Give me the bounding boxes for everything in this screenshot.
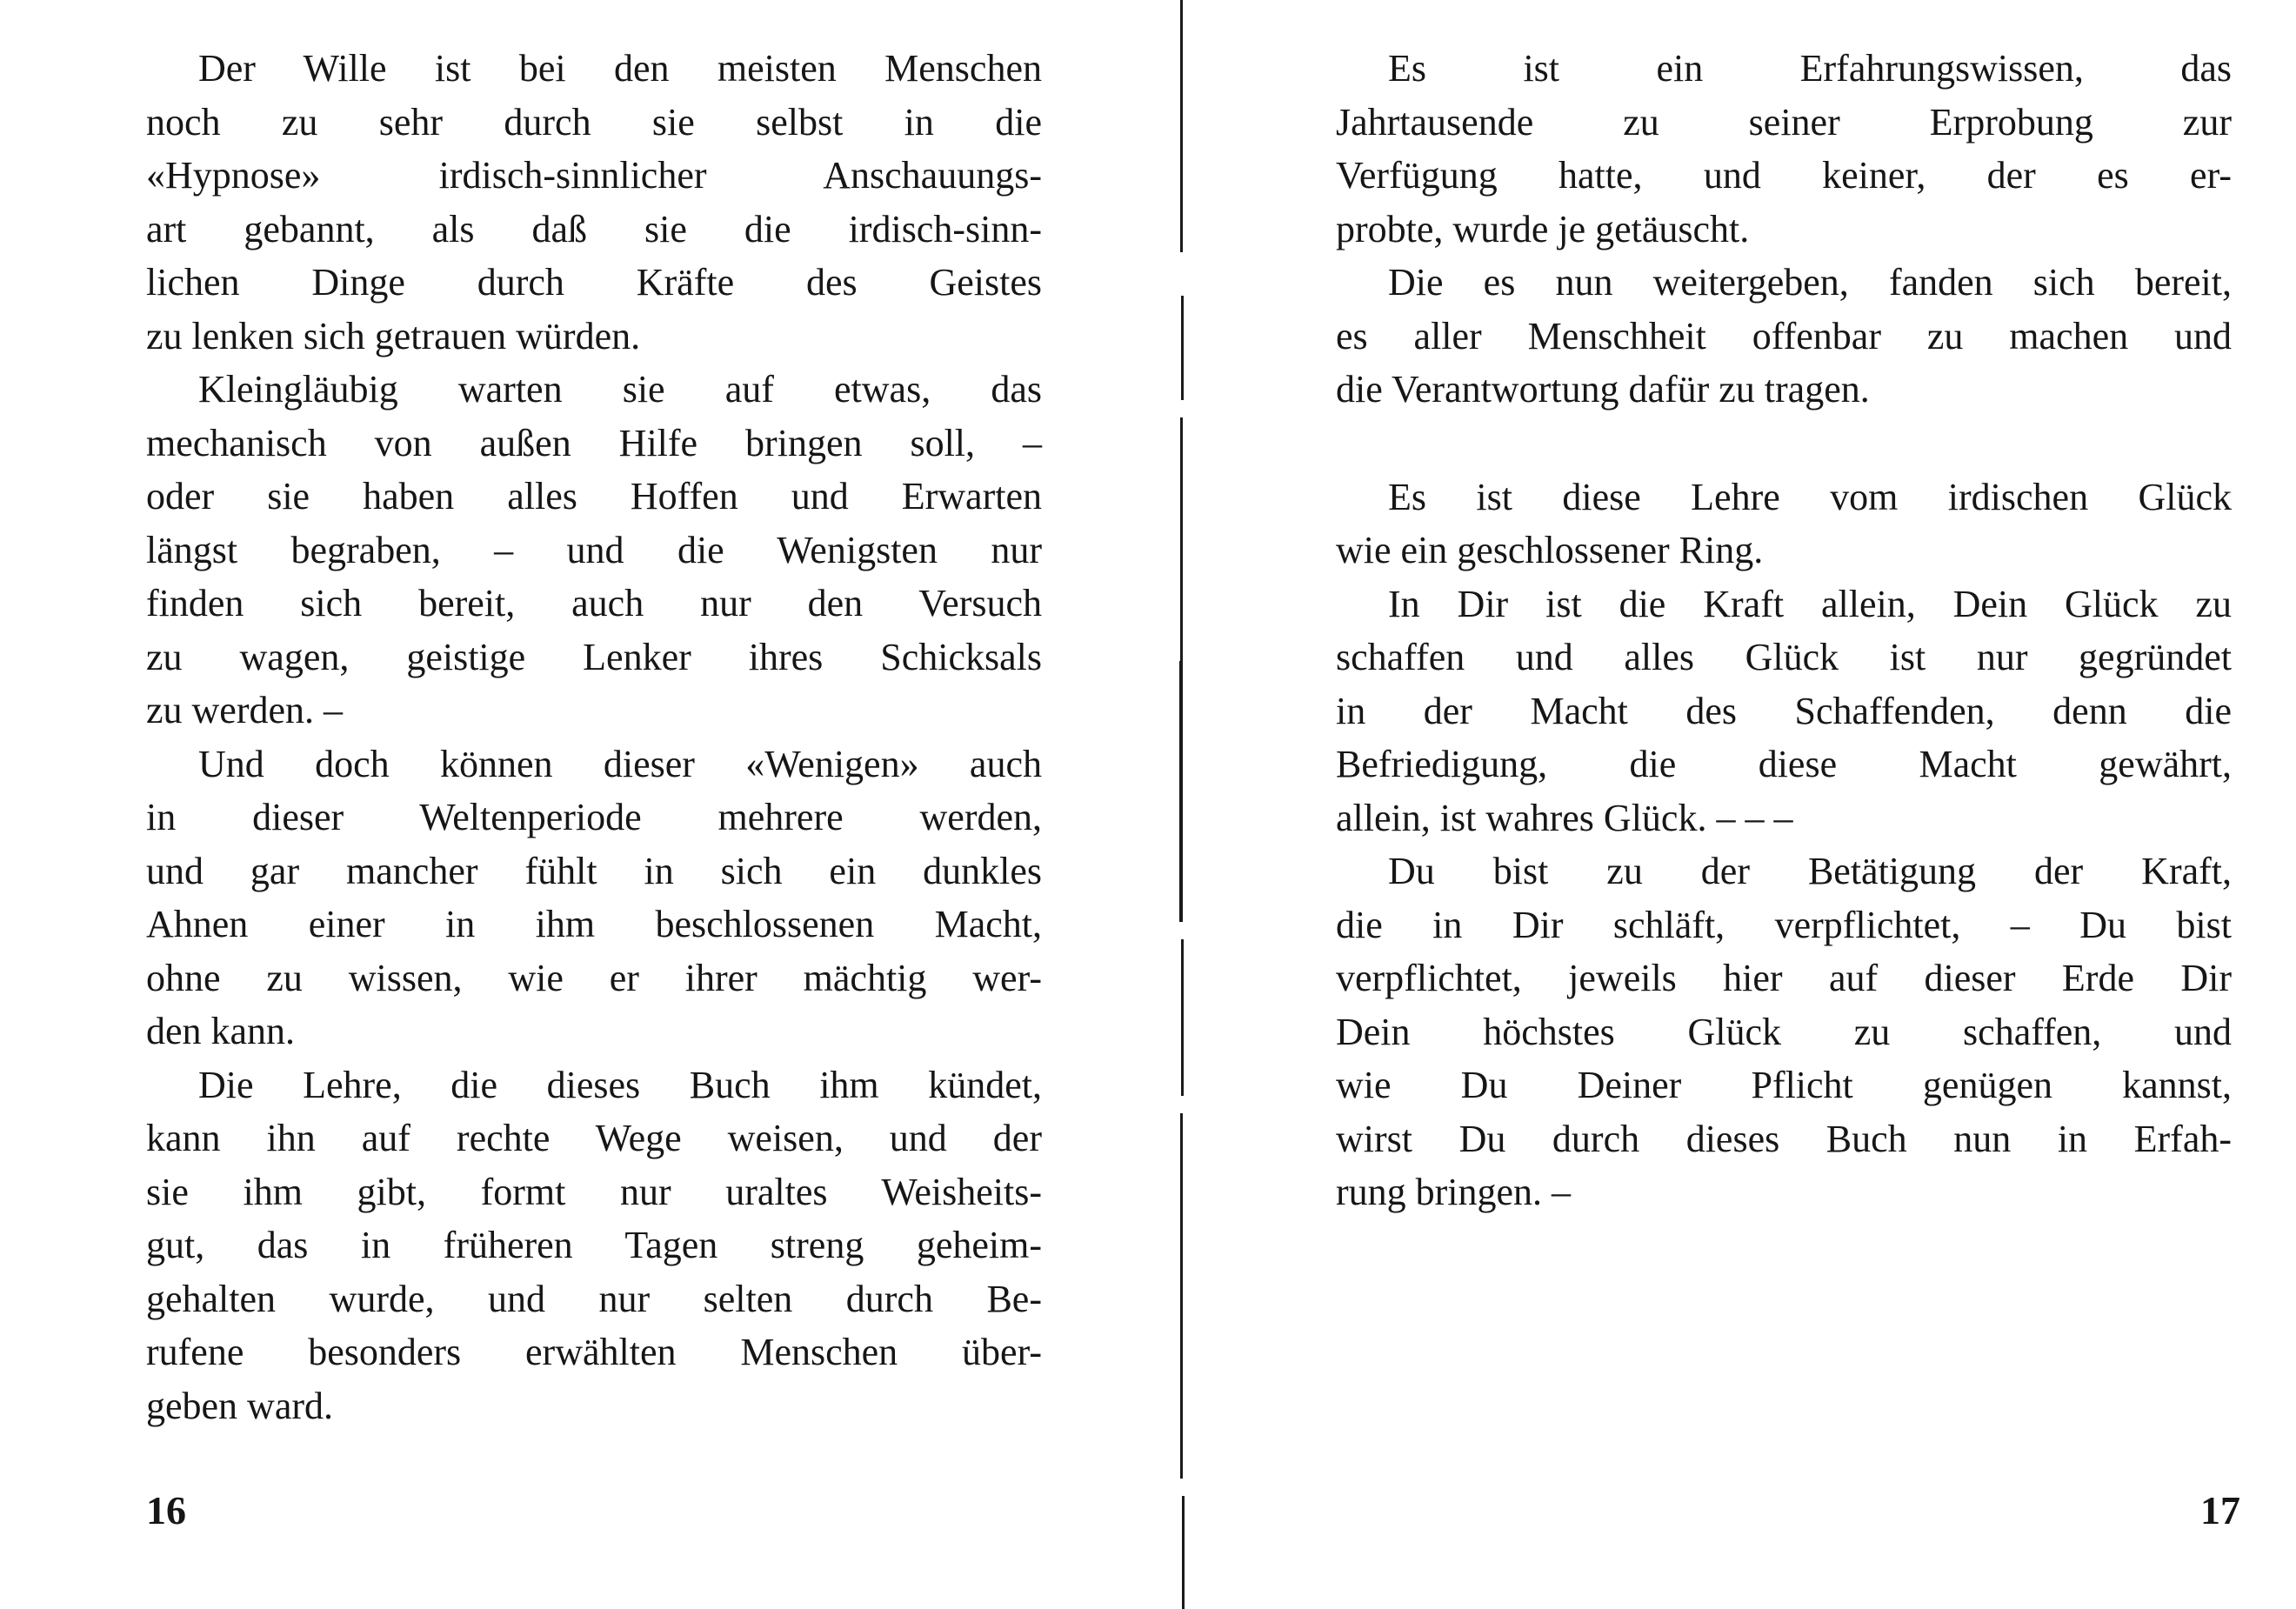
text-line: Es ist ein Erfahrungswissen, das (1388, 47, 2232, 90)
text-line: rung bringen. – (1336, 1171, 1572, 1213)
text-line: oder sie haben alles Hoffen und Erwarten (146, 475, 1042, 517)
page-number-left: 16 (146, 1488, 186, 1532)
text-line: und gar mancher fühlt in sich ein dunkles (146, 849, 1042, 892)
text-line: zu wagen, geistige Lenker ihres Schicksals (146, 635, 1042, 678)
text-line: Der Wille ist bei den meisten Menschen (198, 47, 1042, 90)
gutter-line (1182, 1496, 1185, 1609)
text-line: Verfügung hatte, und keiner, der es er- (1336, 154, 2232, 197)
text-line: In Dir ist die Kraft allein, Dein Glück zu (1388, 582, 2232, 625)
text-line: Befriedigung, die diese Macht gewährt, (1336, 743, 2232, 785)
text-line: art gebannt, als daß sie die irdisch-sinn- (146, 207, 1042, 250)
text-line: Dein höchstes Glück zu schaffen, und (1336, 1010, 2232, 1053)
text-line: Ahnen einer in ihm beschlossenen Macht, (146, 903, 1042, 945)
text-line: rufene besonders erwählten Menschen über- (146, 1331, 1042, 1373)
text-line: verpflichtet, jeweils hier auf dieser Erde Dir (1336, 957, 2232, 999)
text-line: mechanisch von außen Hilfe bringen soll, – (146, 421, 1042, 464)
text-line: wie Du Deiner Pflicht genügen kannst, (1336, 1064, 2232, 1106)
paragraph (1336, 578, 2232, 845)
paragraph (146, 363, 1042, 738)
gutter-line (1180, 417, 1183, 661)
right-page-text (1336, 42, 2232, 1219)
text-line: noch zu sehr durch sie selbst in die (146, 100, 1042, 144)
text-line: sie ihm gibt, formt nur uraltes Weisheits- (146, 1170, 1042, 1213)
text-line: es aller Menschheit offenbar zu machen und (1336, 314, 2232, 357)
text-line: ohne zu wissen, wie er ihrer mächtig wer- (146, 956, 1042, 999)
text-line: lichen Dinge durch Kräfte des Geistes (146, 261, 1042, 304)
gutter-line (1179, 661, 1183, 922)
page-number-right: 17 (2200, 1488, 2240, 1532)
text-line: probte, wurde je getäuscht. (1336, 207, 1750, 250)
text-line: «Hypnose» irdisch-sinnlicher Anschauungs- (146, 154, 1042, 197)
text-line: kann ihn auf rechte Wege weisen, und der (146, 1117, 1042, 1159)
paragraph (1336, 42, 2232, 256)
text-line: Die es nun weitergeben, fanden sich bereit, (1388, 261, 2232, 304)
paragraph (1336, 845, 2232, 1219)
text-line: in dieser Weltenperiode mehrere werden, (146, 796, 1042, 838)
text-line: gehalten wurde, und nur selten durch Be- (146, 1277, 1042, 1320)
text-line: allein, ist wahres Glück. – – – (1336, 796, 1793, 839)
text-line: wirst Du durch dieses Buch nun in Erfah- (1336, 1117, 2232, 1160)
paragraph (146, 42, 1042, 363)
text-line: zu lenken sich getrauen würden. (146, 314, 641, 357)
gutter-line (1180, 0, 1183, 252)
text-line: die Verantwortung dafür zu tragen. (1336, 368, 1870, 411)
text-line: Die Lehre, die dieses Buch ihm kündet, (198, 1063, 1042, 1106)
gutter-line (1180, 1113, 1183, 1479)
text-line: Kleingläubig warten sie auf etwas, das (198, 368, 1042, 411)
gutter-line (1181, 296, 1184, 400)
text-line: Und doch können dieser «Wenigen» auch (198, 742, 1042, 785)
paragraph (1336, 471, 2232, 578)
text-line: den kann. (146, 1010, 296, 1052)
book-gutter (1180, 0, 1184, 1609)
section-break (1336, 417, 2232, 471)
left-page-text (146, 42, 1042, 1432)
text-line: wie ein geschlossener Ring. (1336, 529, 1764, 571)
text-line: geben ward. (146, 1384, 334, 1427)
paragraph (146, 1058, 1042, 1433)
text-line: zu werden. – (146, 689, 344, 731)
text-line: gut, das in früheren Tagen streng geheim- (146, 1224, 1042, 1266)
text-line: in der Macht des Schaffenden, denn die (1336, 689, 2232, 732)
text-line: Es ist diese Lehre vom irdischen Glück (1388, 475, 2232, 518)
text-line: finden sich bereit, auch nur den Versuch (146, 582, 1042, 624)
gutter-line (1181, 939, 1184, 1096)
text-line: Du bist zu der Betätigung der Kraft, (1388, 850, 2232, 892)
text-line: schaffen und alles Glück ist nur gegründet (1336, 636, 2232, 678)
text-line: längst begraben, – und die Wenigsten nur (146, 528, 1042, 571)
text-line: die in Dir schläft, verpflichtet, – Du bist (1336, 903, 2232, 946)
paragraph (1336, 256, 2232, 417)
text-line: Jahrtausende zu seiner Erprobung zur (1336, 100, 2232, 144)
paragraph (146, 738, 1042, 1058)
